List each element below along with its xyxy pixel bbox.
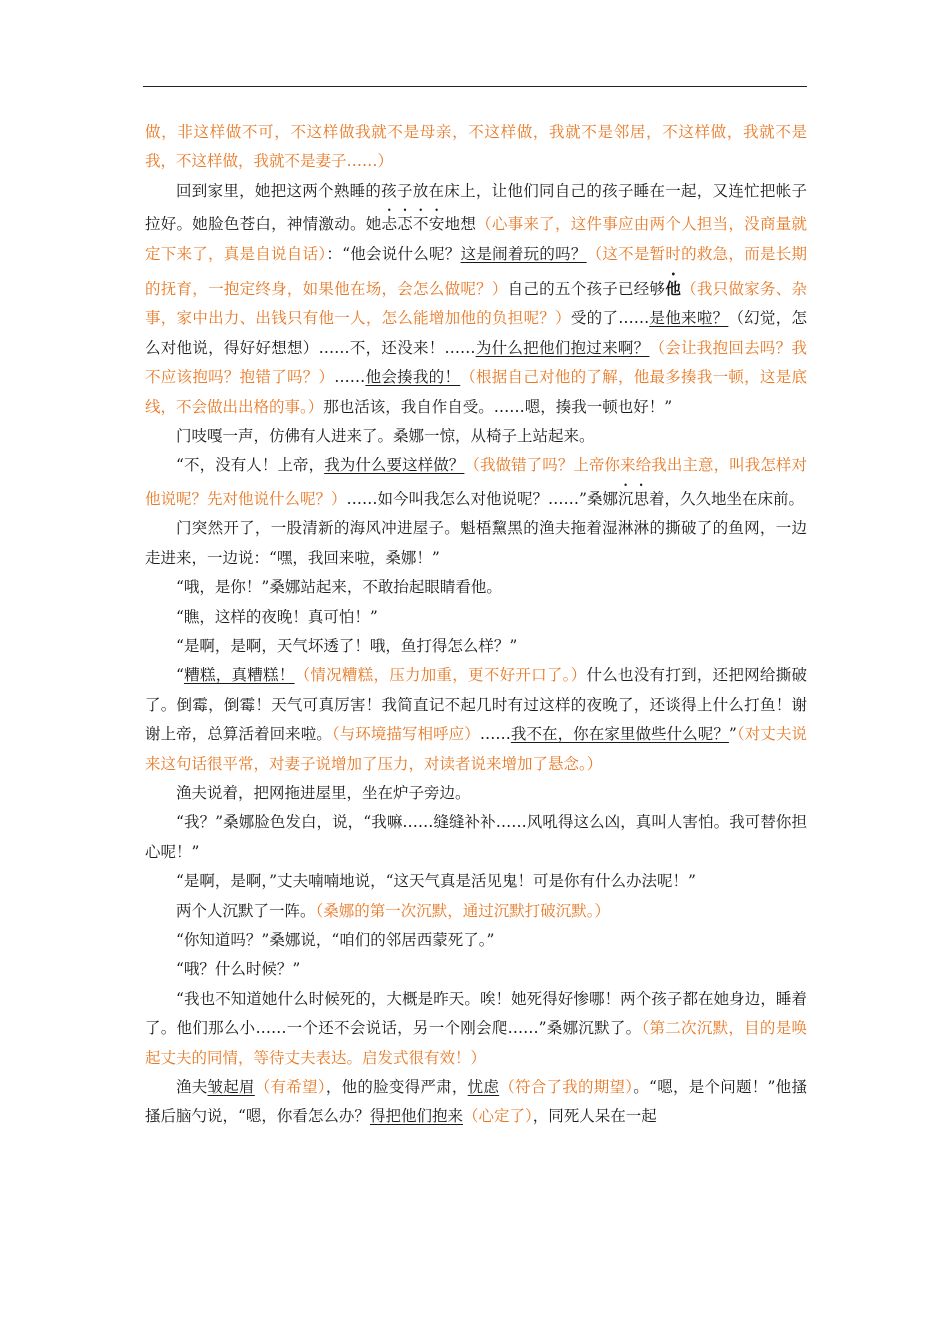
- paragraph: [145, 985, 807, 1073]
- paragraph: [145, 661, 807, 779]
- text-span: “哦，是你！”桑娜站起来，不敢抬起眼睛看他。: [176, 578, 502, 597]
- paragraph: [145, 118, 807, 177]
- text-span: “不，没有人！上帝，: [176, 456, 325, 475]
- text-span: ……如今叫我怎么对他说呢？……”桑娜: [346, 489, 618, 508]
- paragraph: [145, 897, 807, 926]
- underlined-span: 这是闹着玩的吗？: [460, 244, 587, 263]
- text-span: “是啊，是啊，天气坏透了！哦，鱼打得怎么样？”: [176, 636, 518, 655]
- paragraph: [145, 632, 807, 661]
- underlined-span: 得把他们抱来: [369, 1107, 463, 1126]
- paragraph: [145, 603, 807, 632]
- underlined-span: 我不在，你在家里做些什么呢？: [510, 725, 729, 744]
- annotation-span: （第二次沉默，目的是唤起丈夫的同情，等待丈夫表达。启发式很有效！）: [145, 1019, 807, 1067]
- underlined-span: 忧虑: [467, 1078, 500, 1096]
- text-span: ，他的脸变得严肃，: [325, 1078, 468, 1096]
- text-span: （幻觉，怎么对他说，得好好想想）……不，还没来！……: [145, 309, 807, 357]
- annotation-span: （会让我抱回去吗？我不应该抱吗？抱错了吗？）: [145, 338, 807, 387]
- text-span: “哦？什么时候？”: [176, 960, 301, 979]
- paragraph: [145, 779, 807, 808]
- text-span: 受的了……: [570, 309, 650, 328]
- annotation-span: 做，非这样做不可，不这样做我就不是母亲，不这样做，我就不是邻居，不这样做，我就不是我，不这样做，我就不是妻子……）: [145, 123, 807, 171]
- annotation-span: （符合了我的期望）: [499, 1078, 634, 1096]
- annotation-span: （有希望）: [254, 1078, 326, 1096]
- annotation-span: （我做错了吗？上帝你来给我出主意，叫我怎样对他说呢？先对他说什么呢？）: [145, 456, 807, 508]
- paragraph: [145, 514, 807, 573]
- emphasis-span: 沉思: [617, 489, 649, 508]
- text-span: 。“嗯，是个问题！”他搔搔后脑勺说，“嗯，你看怎么办？: [145, 1078, 807, 1126]
- annotation-span: （心定了）: [462, 1107, 533, 1126]
- paragraph: [145, 573, 807, 602]
- text-span: 渔夫: [176, 1078, 208, 1096]
- text-span: ”: [728, 725, 737, 744]
- underlined-span: 是他来啦？: [649, 309, 729, 328]
- text-span: 自己的五个孩子已经够: [507, 280, 666, 299]
- underlined-span: 他会揍我的！: [365, 368, 461, 387]
- paragraph: [145, 422, 807, 451]
- annotation-span: （心事来了，这件事应由两个人担当，没商量就定下来了，真是自说自话）: [145, 215, 807, 263]
- text-span: “是啊，是啊，”丈夫喃喃地说，“这天气真是活见鬼！可是你有什么办法呢！”: [176, 872, 696, 891]
- text-span: 那也活该，我自作自受。……嗯，揍我一顿也好！”: [323, 397, 673, 416]
- text-span: ……: [334, 368, 366, 387]
- annotation-span: （这不是暂时的救急，而是长期的抚育，一抱定终身，如果他在场，会怎么做呢？）: [145, 244, 807, 299]
- text-span: “你知道吗？”桑娜说，“咱们的邻居西蒙死了。”: [176, 930, 495, 949]
- text-span: 门吱嘎一声，仿佛有人进来了。桑娜一惊，从椅子上站起来。: [176, 427, 595, 446]
- paragraph: [145, 955, 807, 984]
- annotation-span: （我只做家务、杂事，家中出力、出钱只有他一人，怎么能增加他的负担呢？）: [145, 280, 807, 328]
- text-span: “: [176, 666, 184, 685]
- paragraph: [145, 177, 807, 422]
- text-span: 地想: [444, 215, 477, 234]
- underlined-span: 皱起眉: [207, 1078, 255, 1096]
- paragraph: [145, 926, 807, 955]
- underlined-span: 糟糕，真糟糕！: [183, 666, 295, 685]
- paragraph: [145, 1073, 807, 1132]
- text-span: 回到家里，她把这两个熟睡的孩子放在床上，让他们同自己的孩子睡在一起，又连忙把帐子拉好。她脸色苍白，神情激动。她: [145, 181, 807, 234]
- text-span: “瞧，这样的夜晚！真可怕！”: [176, 607, 378, 626]
- header-rule: [143, 86, 807, 87]
- underlined-span: 为什么把他们抱过来啊？: [475, 338, 650, 357]
- text-span: “我也不知道她什么时候死的，大概是昨天。唉！她死得好惨哪！两个孩子都在她身边，睡着了。他们那么小……一个还不会说话，另一个刚会爬……”桑娜沉默了。: [145, 989, 807, 1038]
- paragraph: [145, 867, 807, 896]
- text-span: “我？”桑娜脸色发白，说，“我嘛……缝缝补补……风吼得这么凶，真叫人害怕。我可替你担心呢！”: [145, 813, 807, 861]
- paragraph: [145, 451, 807, 514]
- annotation-span: （对丈夫说来这句话很平常，对妻子说增加了压力，对读者说来增加了悬念。）: [145, 725, 807, 773]
- document-body: [145, 118, 807, 1132]
- underlined-span: 我为什么要这样做？: [324, 456, 465, 475]
- annotation-span: （根据自己对他的了解，他最多揍我一顿，这是底线，不会做出出格的事。）: [145, 368, 807, 416]
- text-span: ：“他会说什么呢？: [326, 244, 461, 263]
- annotation-span: （与环境描写相呼应）: [331, 725, 480, 744]
- text-span: 什么也没有打到，还把网给撕破了。倒霉，倒霉！天气可真厉害！我简直记不起几时有过这样的夜晚了，还谈得上什么打鱼！谢谢上帝，总算活着回来啦。: [145, 666, 807, 744]
- paragraph: [145, 808, 807, 867]
- text-span: 渔夫说着，把网拖进屋里，坐在炉子旁边。: [176, 783, 471, 802]
- emphasis-span: 忐忑不安: [381, 215, 445, 234]
- emphasis-span: 他: [665, 279, 682, 299]
- text-span: ……: [479, 725, 511, 744]
- text-span: 两个人沉默了一阵。: [176, 901, 316, 920]
- text-span: ，同死人呆在一起: [532, 1107, 657, 1126]
- annotation-span: （桑娜的第一次沉默，通过沉默打破沉默。）: [315, 901, 611, 920]
- annotation-span: （情况糟糕，压力加重，更不好开口了。）: [294, 666, 587, 685]
- text-span: 门突然开了，一股清新的海风冲进屋子。魁梧黧黑的渔夫拖着湿淋淋的撕破了的鱼网，一边走进来，一边说：“嘿，我回来啦，桑娜！”: [145, 519, 807, 567]
- text-span: 着，久久地坐在床前。: [648, 489, 804, 508]
